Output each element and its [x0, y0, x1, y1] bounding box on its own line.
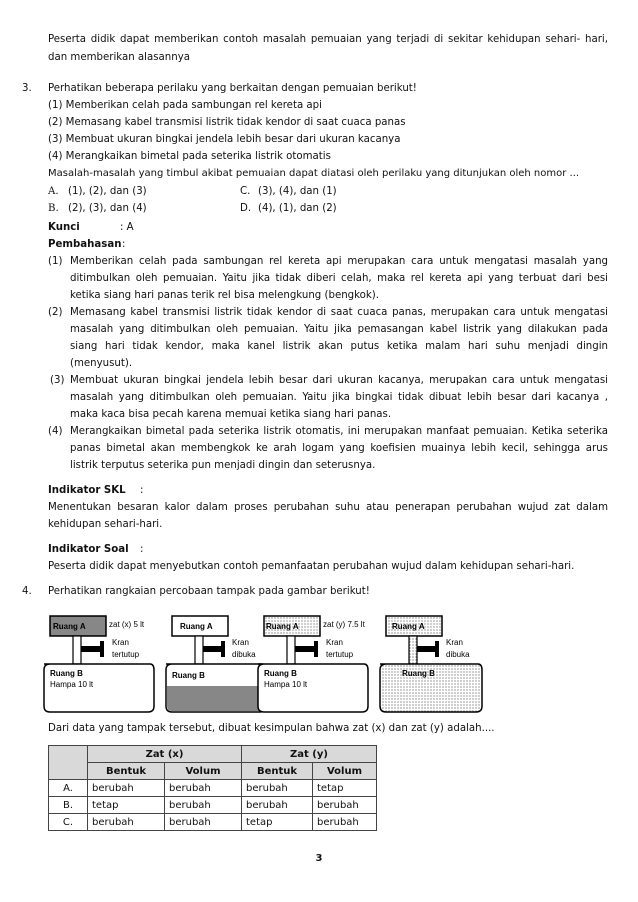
- pembahasan-4-line-3: listrik terputus seterika pun menjadi dingin dan seterusnya.: [70, 460, 376, 471]
- option-letter: A.: [48, 186, 59, 197]
- option-letter: C.: [240, 186, 251, 197]
- fig-kran-4: Kran: [446, 638, 463, 647]
- table-cell: berubah: [313, 797, 377, 814]
- apparatus-2: [166, 616, 266, 712]
- q4-stem: Perhatikan rangkaian percobaan tampak pada gambar berikut!: [48, 586, 370, 597]
- table-group-header: Zat (x): [88, 746, 242, 763]
- table-option-cell: B.: [49, 797, 88, 814]
- table-sub-header: Bentuk: [242, 763, 313, 780]
- table-group-header: Zat (y): [242, 746, 377, 763]
- pembahasan-label: Pembahasan: [48, 239, 122, 250]
- q3-item-2: (2) Memasang kabel transmisi listrik tidak kendor di saat cuaca panas: [48, 117, 406, 128]
- table-header-row-1: [49, 746, 377, 763]
- table-cell: berubah: [242, 780, 313, 797]
- pembahasan-1-line-1: Memberikan celah pada sambungan rel kereta api merupakan cara untuk mengatasi masalah yang: [70, 256, 608, 267]
- table-cell: berubah: [165, 780, 242, 797]
- pembahasan-3-line-2: masalah yang ditimbulkan oleh pemuaian. Yaitu jika bingkai tidak dibuat lebih besar dari kacanya ,: [70, 392, 608, 403]
- fig-ruang-a-3: Ruang A: [266, 622, 299, 631]
- table-cell: berubah: [88, 780, 165, 797]
- q3-option-d: [240, 203, 337, 214]
- table-cell: tetap: [242, 814, 313, 831]
- fig-ruang-a-1: Ruang A: [53, 622, 86, 631]
- pembahasan-num-1: (1): [48, 256, 63, 267]
- pembahasan-2-line-4: (menyusut).: [70, 358, 133, 369]
- fig-kran-2: Kran: [232, 638, 249, 647]
- table-row: [49, 780, 377, 797]
- page-number: 3: [315, 853, 323, 864]
- fig-ruang-b-4: Ruang B: [402, 669, 435, 678]
- fig-zat-x: zat (x) 5 lt: [109, 620, 145, 629]
- q3-option-a: [48, 186, 147, 197]
- q3-question: Masalah-masalah yang timbul akibat pemuaian dapat diatasi oleh perilaku yang ditunjukan oleh nomor ...: [48, 168, 580, 179]
- option-letter: D.: [240, 203, 252, 214]
- q3-item-3: (3) Membuat ukuran bingkai jendela lebih besar dari ukuran kacanya: [48, 134, 401, 145]
- pembahasan-colon: :: [122, 239, 126, 250]
- answer-table: [48, 745, 377, 831]
- table-row: [49, 797, 377, 814]
- table-cell: berubah: [313, 814, 377, 831]
- pembahasan-4-line-1: Merangkaikan bimetal pada seterika listrik otomatis, ini merupakan manfaat pemuaian. Ketika seterika: [70, 426, 608, 437]
- indikator-soal-label: Indikator Soal: [48, 544, 129, 555]
- q3-option-c: [240, 186, 337, 197]
- fig-kran-1: Kran: [112, 638, 129, 647]
- kunci-value: : A: [120, 222, 134, 233]
- pembahasan-1-line-3: ketika siang hari panas terik rel bisa melengkung (bengkok).: [70, 290, 380, 301]
- fig-hampa-1: Hampa 10 lt: [50, 680, 94, 689]
- q4-number: 4.: [22, 586, 32, 597]
- table-sub-header: Volum: [165, 763, 242, 780]
- fig-ruang-a-4: Ruang A: [392, 622, 425, 631]
- table-cell: berubah: [165, 814, 242, 831]
- option-letter: B.: [48, 203, 59, 214]
- fig-zat-y: zat (y) 7.5 lt: [323, 620, 365, 629]
- pembahasan-num-2: (2): [48, 307, 63, 318]
- q3-item-4: (4) Merangkaikan bimetal pada seterika listrik otomatis: [48, 151, 331, 162]
- indikator-soal-colon: :: [140, 544, 144, 555]
- table-cell: tetap: [88, 797, 165, 814]
- table-option-cell: C.: [49, 814, 88, 831]
- kunci-label: Kunci: [48, 222, 80, 233]
- fig-dibuka-1: dibuka: [232, 650, 256, 659]
- intro-line-2: dan memberikan alasannya: [48, 52, 190, 63]
- table-sub-header: Bentuk: [88, 763, 165, 780]
- table-option-cell: A.: [49, 780, 88, 797]
- table-corner-cell: [49, 746, 88, 780]
- table-cell: tetap: [313, 780, 377, 797]
- pembahasan-2-line-1: Memasang kabel transmisi listrik tidak kendor di saat cuaca panas, merupakan cara untuk mengatasi: [70, 307, 608, 318]
- table-cell: berubah: [165, 797, 242, 814]
- table-cell: berubah: [88, 814, 165, 831]
- apparatus-1: [44, 616, 154, 712]
- table-sub-header: Volum: [313, 763, 377, 780]
- option-text: (4), (1), dan (2): [258, 203, 337, 214]
- pembahasan-num-4: (4): [48, 426, 63, 437]
- apparatus-3: [258, 616, 368, 712]
- fig-kran-3: Kran: [326, 638, 343, 647]
- apparatus-4: [380, 616, 482, 712]
- pembahasan-2-line-2: masalah yang ditimbulkan oleh pemuaian. Yaitu jika pemasangan kabel listrik yang dilakukan pada: [70, 324, 608, 335]
- fig-tertutup-2: tertutup: [326, 650, 354, 659]
- table-row: [49, 814, 377, 831]
- fig-ruang-a-2: Ruang A: [180, 622, 213, 631]
- pembahasan-3-line-3: maka kaca bisa pecah karena memuai ketika siang hari panas.: [70, 409, 392, 420]
- option-text: (2), (3), dan (4): [68, 203, 147, 214]
- q4-question: Dari data yang tampak tersebut, dibuat kesimpulan bahwa zat (x) dan zat (y) adalah....: [48, 723, 495, 734]
- pembahasan-1-line-2: ditimbulkan oleh pemuaian. Yaitu jika tidak diberi celah, maka rel kereta api yang terbuat dari besi: [70, 273, 608, 284]
- q3-stem: Perhatikan beberapa perilaku yang berkaitan dengan pemuaian berikut!: [48, 83, 417, 94]
- option-text: (1), (2), dan (3): [68, 186, 147, 197]
- indikator-skl-line-2: kehidupan sehari-hari.: [48, 519, 163, 530]
- option-text: (3), (4), dan (1): [258, 186, 337, 197]
- table-header-row-2: [49, 763, 377, 780]
- indikator-skl-line-1: Menentukan besaran kalor dalam proses perubahan suhu atau penerapan perubahan wujud zat dalam: [48, 502, 608, 513]
- q3-number: 3.: [22, 83, 32, 94]
- intro-line-1: Peserta didik dapat memberikan contoh masalah pemuaian yang terjadi di sekitar kehidupan sehari- hari,: [48, 34, 608, 45]
- table-cell: berubah: [242, 797, 313, 814]
- fig-hampa-2: Hampa 10 lt: [264, 680, 308, 689]
- pembahasan-3-line-1: Membuat ukuran bingkai jendela lebih besar dari ukuran kacanya, merupakan cara untuk mengatasi: [70, 375, 608, 386]
- indikator-skl-label: Indikator SKL: [48, 485, 126, 496]
- q3-option-b: [48, 203, 147, 214]
- indikator-soal-text: Peserta didik dapat menyebutkan contoh pemanfaatan perubahan wujud dalam kehidupan sehari-hari.: [48, 561, 575, 572]
- fig-ruang-b-1: Ruang B: [50, 669, 83, 678]
- indikator-skl-colon: :: [140, 485, 144, 496]
- experiment-figure: [40, 608, 520, 718]
- fig-dibuka-2: dibuka: [446, 650, 470, 659]
- pembahasan-num-3: (3): [50, 375, 65, 386]
- q3-item-1: (1) Memberikan celah pada sambungan rel kereta api: [48, 100, 322, 111]
- fig-ruang-b-3: Ruang B: [264, 669, 297, 678]
- pembahasan-4-line-2: panas bimetal akan membengkok ke arah logam yang koefisien muainya lebih kecil, sehingga arus: [70, 443, 608, 454]
- fig-tertutup: tertutup: [112, 650, 140, 659]
- pembahasan-2-line-3: siang hari tidak kendor, maka kanel listrik akan putus ketika malam hari suhu menjadi dingin: [70, 341, 608, 352]
- fig-ruang-b-2: Ruang B: [172, 671, 205, 680]
